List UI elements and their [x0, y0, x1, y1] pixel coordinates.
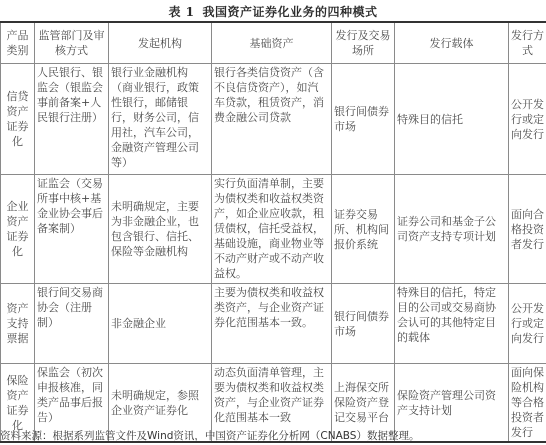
header-venue: 发行及交易场所	[332, 22, 395, 64]
cell-underlying-assets: 动态负面清单管理，主要为债权类和收益权类资产，与企业资产证券化范围基本一致	[212, 364, 332, 443]
header-vehicle: 发行载体	[395, 22, 509, 64]
cell-venue: 证券交易所、机构间报价系统	[332, 175, 395, 284]
cell-regulator: 保监会（初次申报核准，同类产品事后报告）	[35, 364, 109, 443]
table-row	[1, 175, 546, 284]
table-number: 表 1	[168, 5, 195, 19]
cell-product-category: 企业资产证券化	[1, 175, 35, 284]
table-row	[1, 64, 546, 175]
cell-product-category: 资产支持票据	[1, 284, 35, 364]
cell-underlying-assets: 实行负面清单制，主要为债权类和收益权类资产，如企业应收款，租赁债权，信托受益权，基础设施，商业物业等不动产财产或不动产收益权。	[212, 175, 332, 284]
cell-product-category: 保险资产证券化	[1, 364, 35, 443]
cell-vehicle: 保险资产管理公司资产支持计划	[395, 364, 509, 443]
header-originator: 发起机构	[109, 22, 212, 64]
source-note: 资料来源：根据系列监管文件及Wind资讯，中国资产证券化分析网（CNABS）数据整理。	[0, 430, 420, 442]
cell-originator: 银行业金融机构（商业银行，政策性银行，邮储银行，财务公司，信用社，汽车公司，金融资产管理公司等）	[109, 64, 212, 175]
securitization-modes-table	[0, 21, 546, 443]
cell-vehicle: 特殊目的信托	[395, 64, 509, 175]
cell-underlying-assets: 主要为债权类和收益权类资产，与企业资产证券化范围基本一致。	[212, 284, 332, 364]
cell-product-category: 信贷资产证券化	[1, 64, 35, 175]
cell-originator: 未明确规定，主要为非金融企业，也包含银行、信托、保险等金融机构	[109, 175, 212, 284]
table-row	[1, 284, 546, 364]
cell-originator: 未明确规定，参照企业资产证券化	[109, 364, 212, 443]
cell-venue: 银行间债券市场	[332, 284, 395, 364]
header-row	[1, 22, 546, 64]
cell-issuance: 面向保险机构等合格投资者发行	[509, 364, 546, 443]
table-caption	[0, 3, 546, 20]
cell-vehicle: 证券公司和基金子公司资产支持专项计划	[395, 175, 509, 284]
cell-venue: 银行间债券市场	[332, 64, 395, 175]
cell-regulator: 银行间交易商协会（注册制）	[35, 284, 109, 364]
cell-vehicle: 特殊目的信托，特定目的公司或交易商协会认可的其他特定目的载体	[395, 284, 509, 364]
cell-regulator: 证监会（交易所事中核+基金业协会事后备案制）	[35, 175, 109, 284]
cell-originator: 非金融企业	[109, 284, 212, 364]
cell-venue: 上海保交所保险资产登记交易平台	[332, 364, 395, 443]
cell-issuance: 面向合格投资者发行	[509, 175, 546, 284]
header-regulator: 监管部门及审核方式	[35, 22, 109, 64]
cell-underlying-assets: 银行各类信贷资产（含不良信贷资产），如汽车贷款，租赁资产，消费金融公司贷款	[212, 64, 332, 175]
cell-issuance: 公开发行或定向发行	[509, 284, 546, 364]
header-product-category: 产品类别	[1, 22, 35, 64]
cell-issuance: 公开发行或定向发行	[509, 64, 546, 175]
header-underlying-assets: 基础资产	[212, 22, 332, 64]
cell-regulator: 人民银行、银监会（银监会事前备案+人民银行注册）	[35, 64, 109, 175]
header-issuance: 发行方式	[509, 22, 546, 64]
table-title: 我国资产证券化业务的四种模式	[202, 5, 378, 19]
